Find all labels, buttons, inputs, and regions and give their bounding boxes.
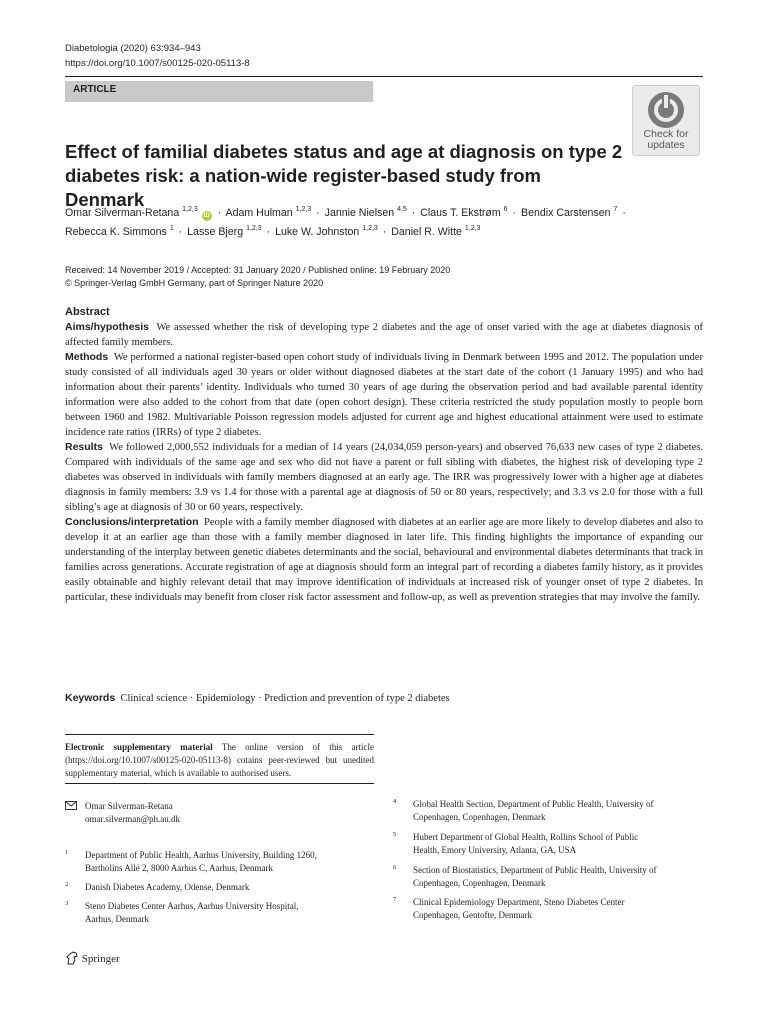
author-affiliation-marker: 1,2,3 <box>295 206 312 213</box>
author-affiliation-marker: 1,2,3 <box>464 225 481 232</box>
correspondence-name: Omar Silverman-Retana <box>85 801 173 811</box>
esm-label: Electronic supplementary material <box>65 742 213 752</box>
abstract-section-text: We performed a national register-based open cohort study of individuals living in Denmark between 1995 and 2012. The population under study consisted of all individuals aged 30 years or older without diagnosed diabetes at the start date of the cohort (1 January 1995) and who had information about their parents’ identity. Individuals who turned 30 years of age during the observation period and had available parental identity information were also added to the cohort from that date (open cohort design). These criteria restricted the study population mostly to people born between 1960 and 1982. Multivariable Poisson regression models adjusted for current age and highest educational attainment were used to estimate incidence rate ratios (IRRs) of type 2 diabetes. <box>65 352 703 438</box>
journal-citation: Diabetologia (2020) 63:934–943 <box>65 43 201 54</box>
author[interactable] <box>325 207 407 219</box>
author-separator: · <box>382 226 387 238</box>
affiliation-text: Aarhus, Denmark <box>85 914 149 924</box>
keywords <box>65 691 703 706</box>
affiliation-text: Department of Public Health, Aarhus University, Building 1260, <box>85 850 317 860</box>
author-affiliation-marker: 4,5 <box>397 206 407 213</box>
affiliation-number: 6 <box>393 864 397 871</box>
dates-line: Received: 14 November 2019 / Accepted: 31 January 2020 / Published online: 19 February 2020 <box>65 265 451 275</box>
abstract-conclusions <box>65 515 703 605</box>
check-for-updates-badge[interactable] <box>632 85 700 156</box>
affiliation-text: Danish Diabetes Academy, Odense, Denmark <box>85 882 250 892</box>
affiliation-text: Bartholins Allé 2, 8000 Aarhus C, Aarhus, Denmark <box>85 863 273 873</box>
author-separator: · <box>622 207 626 219</box>
author-separator: · <box>266 226 271 238</box>
springer-horse-icon <box>65 951 79 965</box>
author-affiliation-marker: 1 <box>169 225 174 232</box>
title-line-1: Effect of familial diabetes status and age at diagnosis on type 2 <box>65 141 623 162</box>
copyright-line: © Springer-Verlag GmbH Germany, part of Springer Nature 2020 <box>65 278 324 288</box>
author-affiliation-marker: 7 <box>613 206 618 213</box>
abstract-heading: Abstract <box>65 306 110 318</box>
esm-rule-top <box>65 734 374 735</box>
correspondence-email[interactable]: omar.silverman@ph.au.dk <box>85 814 181 824</box>
article-title <box>65 140 625 212</box>
esm-text-after: ) cotains peer-reviewed but unedited supplementary material, which is available to authorised users. <box>65 755 374 778</box>
affiliation-text: Hubert Department of Global Health, Rollins School of Public <box>413 832 639 842</box>
author-name: Omar Silverman-Retana <box>65 207 180 219</box>
affiliation-text: Copenhagen, Copenhagen, Denmark <box>413 878 546 888</box>
affiliation-number: 3 <box>65 900 69 907</box>
affiliation-number: 2 <box>65 881 69 888</box>
affiliation-text: Section of Biostatistics, Department of Public Health, University of <box>413 865 657 875</box>
abstract-section-label: Aims/hypothesis <box>65 321 150 333</box>
author[interactable] <box>187 226 261 238</box>
affiliation-text: Global Health Section, Department of Public Health, University of <box>413 799 654 809</box>
author-affiliation-marker: 1,2,3 <box>182 206 198 213</box>
envelope-icon <box>65 801 77 810</box>
supplementary-note <box>65 741 374 780</box>
author[interactable] <box>420 207 507 219</box>
title-line-2: diabetes risk: a nation-wide register-based study from Denmark <box>65 165 541 210</box>
affiliation-number: 4 <box>393 798 397 805</box>
author-separator: · <box>217 207 222 219</box>
author-separator: · <box>512 207 517 219</box>
author[interactable] <box>275 226 378 238</box>
author-separator: · <box>316 207 320 219</box>
publisher-name: Springer <box>81 953 120 965</box>
abstract-section-text: People with a family member diagnosed with diabetes at an earlier age are more likely to develop diabetes and also to develop it at an earlier age than those with a family member diagnosed in later life. This finding highlights the importance of expanding our understanding of the interplay between genetic diabetes determinants and the social, behavioural and environmental diabetes determinants that track in families across generations. Accurate registration of age at diagnosis should form an integral part of recording a diabetes family history, as it provides easily obtainable and highly relevant detail that may improve identification of individuals at increased risk of younger onset of type 2 diabetes. In particular, these individuals may benefit from closer risk factor assessment and follow-up, as well as prevention strategies that may involve the family. <box>65 517 703 603</box>
abstract-methods <box>65 350 703 440</box>
author-name: Claus T. Ekstrøm <box>420 207 501 219</box>
esm-rule-bottom <box>65 783 374 784</box>
abstract-aims <box>65 320 703 350</box>
keywords-text: Clinical science · Epidemiology · Prediction and prevention of type 2 diabetes <box>120 693 450 704</box>
author-name: Lasse Bjerg <box>187 226 244 238</box>
author-affiliation-marker: 1,2,3 <box>246 225 262 232</box>
abstract-section-text: We assessed whether the risk of developing type 2 diabetes and the age of onset varied with the age at diabetes diagnosis of affected family members. <box>65 322 703 348</box>
affiliation-text: Copenhagen, Copenhagen, Denmark <box>413 812 546 822</box>
author[interactable] <box>65 226 174 238</box>
abstract-section-label: Conclusions/interpretation <box>65 516 199 528</box>
author-name: Daniel R. Witte <box>391 226 462 238</box>
affiliation-text: Copenhagen, Gentofte, Denmark <box>413 910 532 920</box>
author[interactable] <box>65 207 213 219</box>
publisher-footer <box>65 951 120 965</box>
journal-meta <box>65 41 250 71</box>
author-affiliation-marker: 1,2,3 <box>362 225 378 232</box>
affiliation-text: Steno Diabetes Center Aarhus, Aarhus University Hospital, <box>85 901 299 911</box>
abstract-results <box>65 440 703 515</box>
abstract-section-label: Results <box>65 441 103 453</box>
abstract-section-label: Methods <box>65 351 109 363</box>
author[interactable] <box>226 207 312 219</box>
affiliation-number: 7 <box>393 896 397 903</box>
affiliation-number: 5 <box>393 831 397 838</box>
author-name: Rebecca K. Simmons <box>65 226 167 238</box>
affiliation-text: Clinical Epidemiology Department, Steno Diabetes Center <box>413 897 625 907</box>
publication-dates <box>65 264 450 290</box>
article-type-label: ARTICLE <box>73 84 117 95</box>
author[interactable] <box>391 226 480 238</box>
abstract-section-text: We followed 2,000,552 individuals for a median of 14 years (24,034,059 person-years) and observed 76,633 new cases of type 2 diabetes. Compared with individuals of the same age and sex who did not have a parent or full sibling with diabetes, the highest risk of developing type 2 diabetes was observed in individuals with family members diagnosed at an early age. The IRR was progressively lower with a higher age at diabetes diagnosis in family members: 3.9 vs 1.4 for those with a parental age at diagnosis of 50 or 80 years, respectively; and 3.3 vs 2.0 for those with a full sibling’s age at diagnosis of 30 or 60 years, respectively. <box>65 442 703 513</box>
article-type-bar <box>65 81 373 102</box>
author-separator: · <box>178 226 183 238</box>
author[interactable] <box>521 207 617 219</box>
author-name: Adam Hulman <box>225 207 293 219</box>
author-affiliation-marker: 6 <box>503 206 508 213</box>
esm-text-before: The online version of this article ( <box>65 742 374 765</box>
abstract <box>65 305 703 605</box>
orcid-icon[interactable]: iD <box>203 212 210 219</box>
header-rule <box>65 76 703 77</box>
doi-link[interactable]: https://doi.org/10.1007/s00125-020-05113-8 <box>65 58 250 69</box>
author-separator: · <box>411 207 416 219</box>
check-updates-label: Check for updates <box>643 128 689 151</box>
affiliation-number: 1 <box>65 849 69 856</box>
check-updates-icon <box>646 90 686 130</box>
author-name: Bendix Carstensen <box>521 207 611 219</box>
author-list <box>65 204 705 242</box>
author-name: Jannie Nielsen <box>324 207 395 219</box>
esm-link[interactable]: https://doi.org/10.1007/s00125-020-05113-8 <box>68 755 229 765</box>
author-name: Luke W. Johnston <box>275 226 360 238</box>
affiliation-text: Health, Emory University, Atlanta, GA, USA <box>413 845 577 855</box>
keywords-label: Keywords <box>65 692 116 704</box>
